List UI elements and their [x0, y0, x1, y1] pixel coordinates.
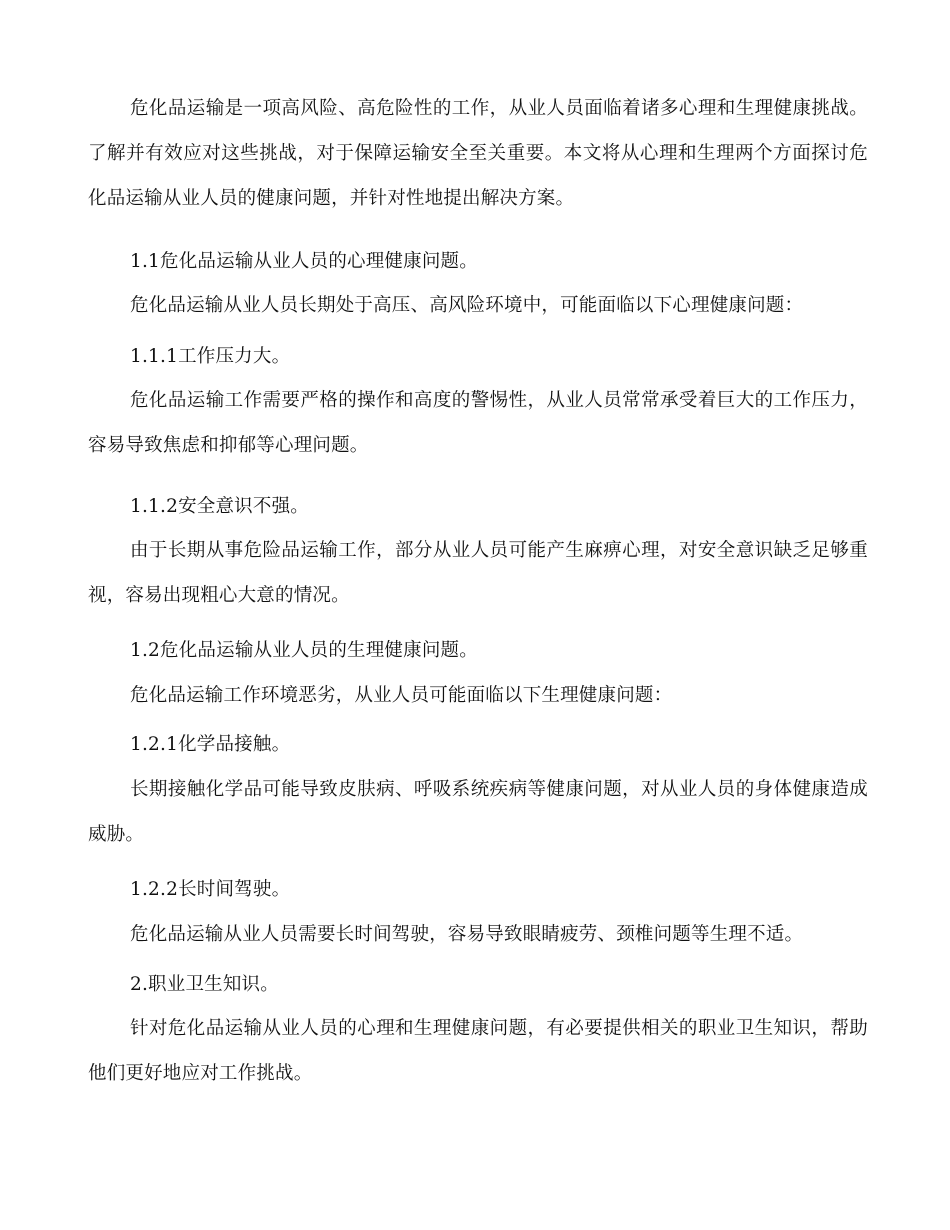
section-1-2-2-heading: 1.2.2长时间驾驶。 [130, 879, 291, 900]
section-1-1-intro: 危化品运输从业人员长期处于高压、高风险环境中，可能面临以下心理健康问题： [130, 295, 804, 316]
section-1-1-2-body: 由于长期从事危险品运输工作，部分从业人员可能产生麻痹心理，对安全意识缺乏足够重视，容易出现粗心大意的情况。 [88, 540, 868, 606]
section-1-1-1-heading: 1.1.1工作压力大。 [130, 346, 291, 367]
section-1-2-intro: 危化品运输工作环境恶劣，从业人员可能面临以下生理健康问题： [130, 685, 673, 706]
section-1-2-1-body: 长期接触化学品可能导致皮肤病、呼吸系统疾病等健康问题，对从业人员的身体健康造成威胁。 [88, 779, 868, 845]
section-1-1-heading: 1.1危化品运输从业人员的心理健康问题。 [130, 251, 478, 272]
section-1-1-1-body: 危化品运输工作需要严格的操作和高度的警惕性，从业人员常常承受着巨大的工作压力，容易导致焦虑和抑郁等心理问题。 [88, 390, 868, 456]
section-1-2-1-heading: 1.2.1化学品接触。 [130, 734, 291, 755]
section-2-heading: 2.职业卫生知识。 [130, 974, 279, 995]
section-1-1-2-heading: 1.1.2安全意识不强。 [130, 496, 309, 517]
intro-paragraph: 危化品运输是一项高风险、高危险性的工作，从业人员面临着诸多心理和生理健康挑战。了解并有效应对这些挑战，对于保障运输安全至关重要。本文将从心理和生理两个方面探讨危化品运输从业人员的健康问题，并针对性地提出解决方案。 [88, 98, 868, 209]
section-1-2-2-body: 危化品运输从业人员需要长时间驾驶，容易导致眼睛疲劳、颈椎问题等生理不适。 [130, 924, 804, 945]
section-1-2-heading: 1.2危化品运输从业人员的生理健康问题。 [130, 640, 478, 661]
section-2-body: 针对危化品运输从业人员的心理和生理健康问题，有必要提供相关的职业卫生知识，帮助他们更好地应对工作挑战。 [88, 1018, 868, 1084]
